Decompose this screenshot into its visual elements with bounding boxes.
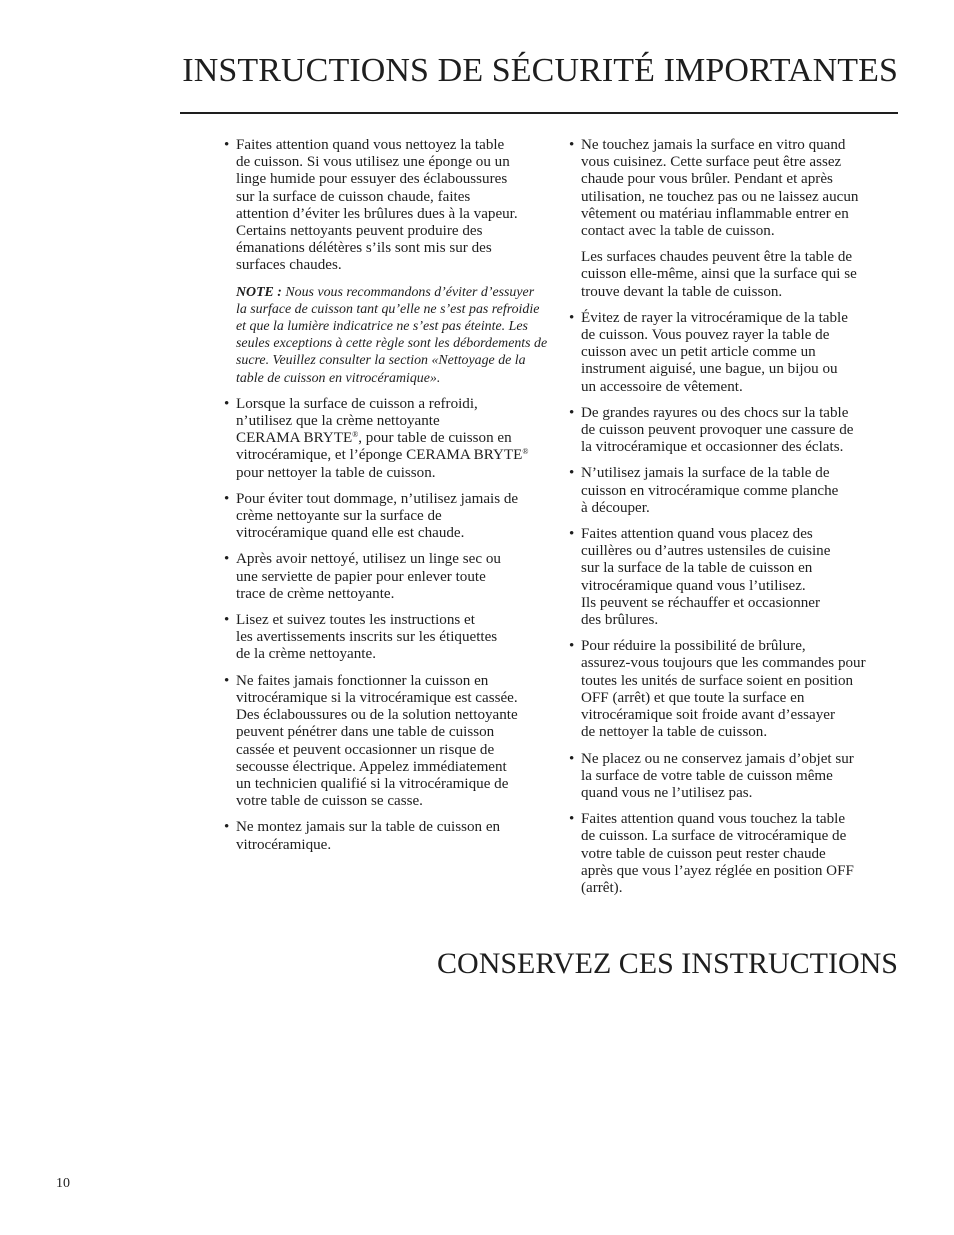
left-column — [224, 137, 556, 863]
item-line: cuisson en vitrocéramique comme planche — [581, 482, 839, 499]
list-item — [569, 638, 901, 741]
list-item — [224, 819, 556, 853]
bullet: • — [224, 819, 230, 836]
bullet: • — [569, 465, 575, 482]
item-line: trace de crème nettoyante. — [236, 585, 395, 602]
item-line: votre table de cuisson peut rester chaude — [581, 845, 826, 862]
note-line — [236, 284, 556, 301]
item-line: Ne faites jamais fonctionner la cuisson en — [236, 672, 489, 689]
note-line: la surface de cuisson tant qu’elle ne s’est pas refroidie — [236, 301, 540, 317]
item-line: chaude pour vous brûler. Pendant et après — [581, 171, 833, 188]
item-line: la surface de votre table de cuisson même — [581, 767, 833, 784]
item-line: peuvent pénétrer dans une table de cuisson — [236, 724, 495, 741]
item-line: un technicien qualifié si la vitrocéramique de — [236, 775, 509, 792]
item-line: utilisation, ne touchez pas ou ne laissez aucun — [581, 188, 859, 205]
item-line: de cuisson peuvent provoquer une cassure de — [581, 422, 854, 439]
item-line: vitrocéramique si la vitrocéramique est cassée. — [236, 689, 518, 706]
list-item — [569, 526, 901, 629]
paragraph-line: trouve devant la table de cuisson. — [581, 283, 783, 300]
item-line: de cuisson. Si vous utilisez une éponge ou un — [236, 154, 510, 171]
bullet: • — [569, 137, 575, 153]
item-line: Ils peuvent se réchauffer et occasionner — [581, 594, 821, 611]
list-item — [224, 396, 556, 482]
item-line: Évitez de rayer la vitrocéramique de la table — [581, 309, 848, 326]
item-line: OFF (arrêt) et que toute la surface en — [581, 689, 805, 706]
item-line: vitrocéramique soit froide avant d’essayer — [581, 707, 835, 724]
item-line: instrument aiguisé, une bague, un bijou ou — [581, 361, 838, 378]
item-line: votre table de cuisson se casse. — [236, 793, 423, 810]
note-text: Nous vous recommandons d’éviter d’essuyer — [285, 284, 535, 300]
item-line: pour nettoyer la table de cuisson. — [236, 464, 436, 481]
item-line: secousse électrique. Appelez immédiatement — [236, 758, 507, 775]
note-label: NOTE : — [236, 284, 282, 300]
item-line: vitrocéramique quand vous l’utilisez. — [581, 577, 806, 594]
item-line: cassée et peuvent occasionner un risque de — [236, 741, 495, 758]
title-divider — [180, 112, 898, 114]
item-line: Lorsque la surface de cuisson a refroidi, — [236, 395, 478, 412]
item-line: n’utilisez que la crème nettoyante — [236, 413, 440, 430]
bullet: • — [224, 490, 230, 507]
item-line: attention d’éviter les brûlures dues à la vapeur. — [236, 205, 518, 222]
list-item — [569, 811, 901, 897]
item-text: vitrocéramique, et l’éponge CERAMA BRYTE — [236, 447, 523, 464]
closing-title: CONSERVEZ CES INSTRUCTIONS — [437, 947, 898, 980]
item-line: Ne touchez jamais la surface en vitro quand — [581, 137, 846, 153]
list-item — [569, 751, 901, 803]
item-line: Faites attention quand vous touchez la table — [581, 811, 846, 828]
list-item — [224, 491, 556, 543]
item-line: émanations délétères s’ils sont mis sur des — [236, 240, 492, 257]
bullet: • — [224, 137, 230, 153]
bullet: • — [224, 395, 230, 412]
list-item — [224, 551, 556, 603]
item-line: surfaces chaudes. — [236, 257, 342, 274]
item-line — [236, 447, 556, 464]
list-item — [569, 137, 901, 240]
note-line: seules exceptions à cette règle sont les débordements de — [236, 336, 548, 352]
item-line: Pour réduire la possibilité de brûlure, — [581, 638, 806, 655]
item-line: les avertissements inscrits sur les étiquettes — [236, 629, 498, 646]
bullet: • — [569, 750, 575, 767]
bullet: • — [569, 526, 575, 543]
bullet: • — [569, 638, 575, 655]
bullet: • — [569, 309, 575, 326]
note-line: sucre. Veuillez consulter la section «Nettoyage de la — [236, 353, 526, 369]
item-line: sur la surface de la table de cuisson en — [581, 560, 813, 577]
item-line: quand vous ne l’utilisez pas. — [581, 784, 753, 801]
item-line: linge humide pour essuyer des éclaboussures — [236, 171, 508, 188]
registered-mark: ® — [522, 447, 529, 457]
item-line: la vitrocéramique et occasionner des éclats. — [581, 439, 844, 456]
page-title: INSTRUCTIONS DE SÉCURITÉ IMPORTANTES — [182, 52, 898, 89]
item-line: Faites attention quand vous nettoyez la table — [236, 137, 505, 153]
bullet: • — [224, 612, 230, 629]
item-line: toutes les unités de surface soient en position — [581, 672, 854, 689]
item-line: contact avec la table de cuisson. — [581, 223, 775, 240]
list-item — [224, 137, 556, 275]
item-line: Faites attention quand vous placez des — [581, 526, 813, 543]
page-number: 10 — [56, 1176, 70, 1191]
item-line: Après avoir nettoyé, utilisez un linge sec ou — [236, 551, 501, 568]
list-item — [224, 673, 556, 811]
item-line: N’utilisez jamais la surface de la table de — [581, 465, 830, 482]
item-line: vitrocéramique quand elle est chaude. — [236, 525, 465, 542]
item-line: de la crème nettoyante. — [236, 646, 376, 663]
item-line: après que vous l’ayez réglée en position OFF — [581, 862, 854, 879]
item-line: de cuisson. La surface de vitrocéramique de — [581, 828, 847, 845]
paragraph-line: cuisson elle-même, ainsi que la surface qui se — [581, 266, 857, 283]
item-line: vêtement ou matériau inflammable entrer en — [581, 205, 849, 222]
note-line: table de cuisson en vitrocéramique». — [236, 370, 441, 386]
item-line: cuillères ou d’autres ustensiles de cuisine — [581, 543, 831, 560]
item-line: assurez-vous toujours que les commandes pour — [581, 655, 866, 672]
item-line: Pour éviter tout dommage, n’utilisez jamais de — [236, 490, 519, 507]
item-line — [236, 430, 556, 447]
right-column — [569, 137, 901, 906]
bullet: • — [224, 672, 230, 689]
item-line: de cuisson. Vous pouvez rayer la table de — [581, 327, 830, 344]
item-line: Des éclaboussures ou de la solution nettoyante — [236, 707, 518, 724]
item-text: , pour table de cuisson en — [358, 430, 512, 447]
list-item — [569, 465, 901, 517]
item-line: crème nettoyante sur la surface de — [236, 508, 442, 525]
item-line: cuisson avec un petit article comme un — [581, 344, 816, 361]
note-line: et que la lumière indicatrice ne s’est pas éteinte. Les — [236, 319, 528, 335]
item-line: Ne montez jamais sur la table de cuisson en — [236, 819, 501, 836]
item-line: (arrêt). — [581, 879, 623, 896]
item-line: Certains nettoyants peuvent produire des — [236, 223, 483, 240]
item-line: vitrocéramique. — [236, 836, 332, 853]
item-line: une serviette de papier pour enlever toute — [236, 568, 486, 585]
list-item — [224, 612, 556, 664]
cleaning-note — [224, 284, 556, 387]
item-line: un accessoire de vêtement. — [581, 378, 743, 395]
item-line: à découper. — [581, 499, 650, 516]
paragraph-line: Les surfaces chaudes peuvent être la table de — [581, 249, 853, 266]
list-item — [569, 310, 901, 396]
item-line: Lisez et suivez toutes les instructions et — [236, 612, 475, 629]
item-line: vous cuisinez. Cette surface peut être assez — [581, 154, 842, 171]
item-line: Ne placez ou ne conservez jamais d’objet sur — [581, 750, 854, 767]
brand-name: CERAMA BRYTE — [236, 430, 353, 447]
bullet: • — [224, 551, 230, 568]
list-item — [569, 405, 901, 457]
bullet: • — [569, 404, 575, 421]
registered-mark: ® — [352, 430, 359, 440]
item-line: des brûlures. — [581, 612, 659, 629]
hot-surfaces-paragraph — [569, 249, 901, 301]
bullet: • — [569, 811, 575, 828]
item-line: De grandes rayures ou des chocs sur la table — [581, 404, 849, 421]
item-line: de nettoyer la table de cuisson. — [581, 724, 768, 741]
item-line: sur la surface de cuisson chaude, faites — [236, 188, 471, 205]
